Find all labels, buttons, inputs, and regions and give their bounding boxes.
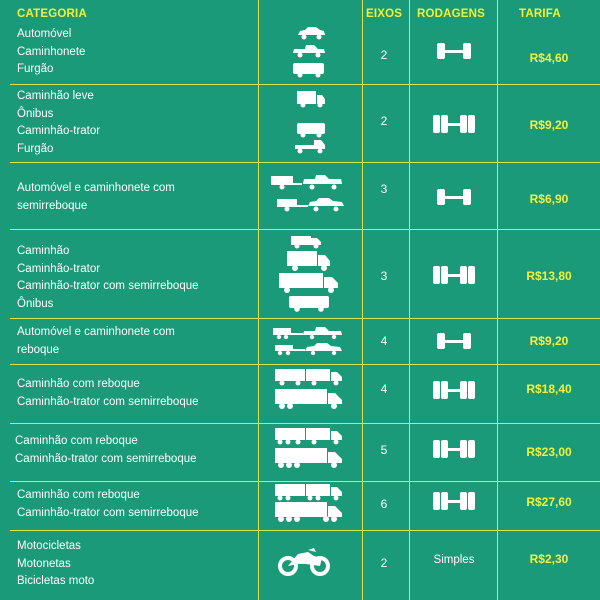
vehicle-icons: [262, 544, 362, 580]
category-line: Motocicletas: [17, 540, 81, 552]
vehicle-icons: [262, 174, 362, 220]
category-line: Caminhão com reboque: [15, 435, 138, 447]
row-divider: [10, 481, 600, 482]
tractor-truck-icon: [294, 138, 326, 154]
eixos-value: 3: [380, 182, 388, 196]
category-line: Automóvel: [17, 28, 72, 40]
category-line: Caminhão-trator: [17, 125, 101, 137]
pickup-icon: [292, 44, 326, 58]
eixos-value: 4: [380, 382, 388, 396]
category-line: Ônibus: [17, 297, 54, 310]
eixos-value: 5: [380, 443, 388, 457]
bus-icon: [288, 295, 330, 313]
category-line: semirreboque: [17, 199, 88, 212]
truck-trailer-icon: [274, 427, 344, 445]
eixos-value: 6: [380, 497, 388, 511]
truck-icon: [286, 250, 332, 272]
category-cell: [17, 180, 175, 215]
tarifa-value: R$6,90: [529, 192, 569, 206]
single-axle-icon: [410, 330, 498, 352]
tarifa-value: R$2,30: [529, 552, 569, 566]
category-cell: [15, 433, 197, 468]
tractor-semitrailer-icon: [274, 388, 344, 410]
vehicle-icons: [262, 26, 362, 82]
tractor-semitrailer-icon: [274, 447, 344, 469]
category-line: Motonetas: [17, 557, 71, 570]
row-divider: [10, 229, 600, 230]
van-icon: [292, 62, 326, 78]
category-line: Automóvel e caminhonete com: [17, 326, 175, 338]
pickup-trailer-icon: [272, 326, 344, 340]
tarifa-value: R$9,20: [529, 118, 569, 132]
eixos-value: 3: [380, 269, 388, 283]
header-rodagens: RODAGENS: [417, 8, 486, 20]
tractor-semitrailer-icon: [274, 501, 344, 523]
truck-trailer-icon: [274, 368, 344, 386]
eixos-value: 2: [380, 114, 388, 128]
row-divider: [10, 364, 600, 365]
row-divider: [10, 530, 600, 531]
row-divider: [10, 84, 600, 85]
category-cell: [17, 487, 199, 522]
category-line: Caminhonete: [17, 45, 86, 58]
category-line: Caminhão-trator: [17, 262, 101, 275]
category-line: Caminhão leve: [17, 90, 94, 102]
pickup-semitrailer-icon: [270, 174, 344, 190]
tarifa-value: R$4,60: [529, 51, 569, 65]
double-axle-icon: [410, 112, 498, 136]
row-divider: [10, 318, 600, 319]
tarifa-value: R$27,60: [526, 495, 572, 509]
tarifa-value: R$18,40: [526, 382, 572, 396]
vehicle-icons: [262, 427, 362, 473]
tractor-semitrailer-icon: [278, 272, 340, 294]
double-axle-icon: [410, 437, 498, 461]
bus-icon: [296, 122, 326, 138]
category-line: Caminhão com reboque: [17, 378, 140, 390]
header-tarifa: TARIFA: [519, 8, 561, 20]
divider: [362, 0, 363, 600]
category-line: Automóvel e caminhonete com: [17, 182, 175, 194]
motorcycle-icon: [278, 544, 330, 576]
category-line: Caminhão-trator com semirreboque: [17, 506, 199, 519]
eixos-value: 2: [380, 48, 388, 62]
tarifa-value: R$9,20: [529, 334, 569, 348]
eixos-value: 2: [380, 556, 388, 570]
category-cell: [17, 376, 199, 411]
category-cell: [17, 538, 94, 591]
vehicle-icons: [262, 326, 362, 362]
single-axle-icon: [410, 186, 498, 208]
truck-icon: [290, 235, 322, 249]
double-axle-icon: [410, 489, 498, 513]
single-axle-icon: [410, 40, 498, 62]
car-trailer-icon: [274, 342, 344, 356]
tarifa-value: R$23,00: [526, 445, 572, 459]
category-line: Caminhão-trator com semirreboque: [17, 280, 199, 292]
vehicle-icons: [262, 88, 362, 158]
header-eixos: EIXOS: [366, 8, 403, 20]
row-divider: [10, 423, 600, 424]
double-axle-icon: [410, 263, 498, 287]
category-line: Caminhão-trator com semirreboque: [17, 395, 199, 408]
vehicle-icons: [262, 235, 362, 311]
car-semitrailer-icon: [276, 196, 346, 212]
eixos-value: 4: [380, 334, 388, 348]
rodagem-simples: Simples: [433, 554, 475, 566]
category-line: Ônibus: [17, 107, 54, 120]
row-divider: [10, 162, 600, 163]
category-cell: [17, 324, 175, 359]
car-icon: [296, 26, 326, 40]
vehicle-icons: [262, 483, 362, 527]
category-line: Furgão: [17, 63, 54, 75]
category-line: Caminhão-trator com semirreboque: [15, 452, 197, 465]
category-cell: [17, 26, 85, 79]
category-cell: [17, 243, 199, 313]
double-axle-icon: [410, 378, 498, 402]
tarifa-value: R$13,80: [526, 269, 572, 283]
header-categoria: CATEGORIA: [17, 8, 87, 20]
category-cell: [17, 88, 100, 158]
light-truck-icon: [296, 90, 326, 108]
divider: [258, 0, 259, 600]
truck-trailer-icon: [274, 483, 344, 501]
category-line: Caminhão: [17, 245, 70, 257]
category-line: Caminhão com reboque: [17, 489, 140, 501]
vehicle-icons: [262, 368, 362, 414]
category-line: reboque: [17, 343, 60, 356]
category-line: Bicicletas moto: [17, 575, 95, 587]
category-line: Furgão: [17, 142, 54, 155]
